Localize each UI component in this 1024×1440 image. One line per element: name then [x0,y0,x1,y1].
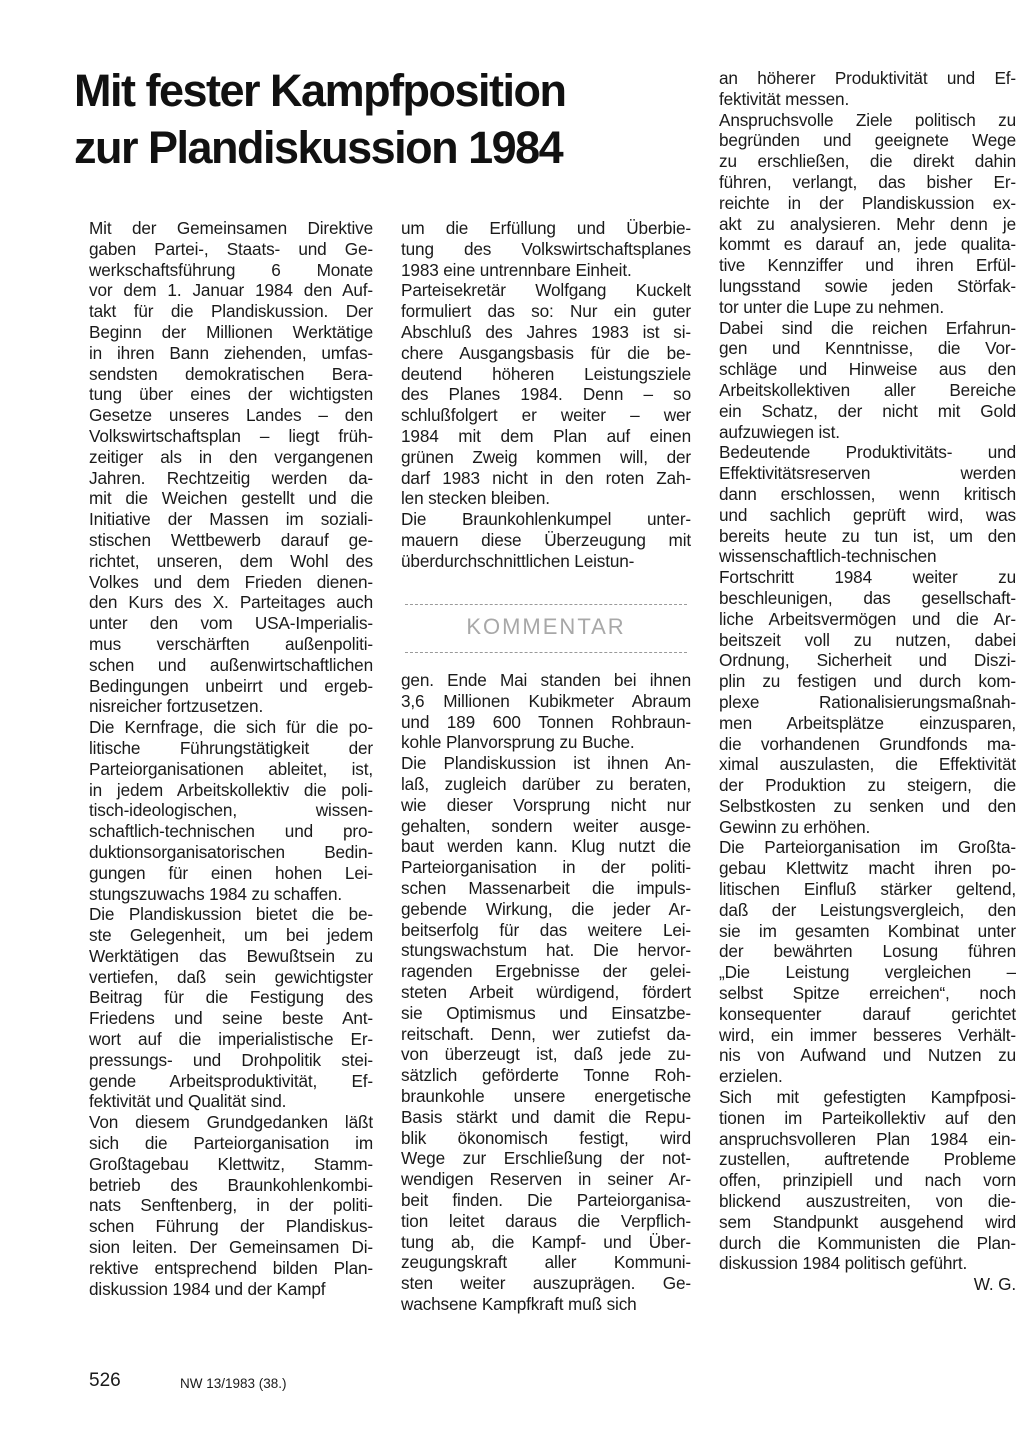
text-line: Die Plandiskussion ist ihnen An- [401,753,691,774]
text-line: braunkohle unsere energetische [401,1085,691,1106]
text-line: fektivität und Qualität sind. [89,1091,287,1112]
text-line: beschleunigen, das gesellschaft- [719,587,1016,608]
text-line: diskussion 1984 politisch geführt. [719,1253,968,1274]
text-line: offen, prinzipiell und nach vorn [719,1170,1016,1191]
text-line: tive Kennziffer und ihren Erfül- [719,255,1016,276]
text-line: „Die Leistung vergleichen – [719,962,1016,983]
text-line: len stecken bleiben. [401,488,550,509]
text-line: Volkswirtschaftsplan – liegt früh- [89,425,373,446]
text-line: zu erschließen, die direkt dahin [719,151,1016,172]
text-line: mit die Weichen gestellt und die [89,488,373,509]
text-line: erzielen. [719,1066,783,1087]
text-line: des Planes 1984. Denn – so [401,384,691,405]
text-line: durch die Kommunisten die Plan- [719,1232,1016,1253]
text-line: Parteisekretär Wolfgang Kuckelt [401,280,691,301]
text-line: schen Massenarbeit die impuls- [401,877,691,898]
text-line: Parteiorganisationen ableitet, ist, [89,758,373,779]
journal-reference: NW 13/1983 (38.) [180,1376,287,1391]
text-line: 3,6 Millionen Kubikmeter Abraum [401,690,691,711]
text-line: takt für die Plandiskussion. Der [89,301,373,322]
text-line: gen. Ende Mai standen bei ihnen [401,670,691,690]
text-line: schlußfolgert er weiter – wer [401,405,691,426]
text-line: Ordnung, Sicherheit und Diszi- [719,650,1016,671]
text-line: gungen für einen hohen Lei- [89,862,373,883]
text-line: nats Senftenberg, in der politi- [89,1195,373,1216]
text-line: pressungs- und Drohpolitik stei- [89,1049,373,1070]
text-line: konsequenter darauf gerichtet [719,1003,1016,1024]
text-line: laß, zugleich darüber zu beraten, [401,773,691,794]
text-line: Bedingungen unbeirrt und ergeb- [89,675,373,696]
text-line: schen und außenwirtschaftlichen [89,654,373,675]
text-line: duktionsorganisatorischen Bedin- [89,841,373,862]
text-line: betrieb des Braunkohlenkombi- [89,1174,373,1195]
text-line: sem Standpunkt ausgehend wird [719,1211,1016,1232]
text-line: Jahren. Rechtzeitig werden da- [89,467,373,488]
text-line: 1984 mit dem Plan auf einen [401,425,691,446]
text-line: tionen im Parteikollektiv auf den [719,1107,1016,1128]
text-line: aufzuwiegen ist. [719,421,840,442]
text-line: selbst Spitze erreichen“, noch [719,983,1016,1004]
text-line: den Kurs des X. Parteitages auch [89,592,373,613]
text-line: sion leiten. Der Gemeinsamen Di- [89,1237,373,1258]
text-line: reitschaft. Denn, wer zutiefst da- [401,1023,691,1044]
kommentar-section-label [401,598,691,660]
text-line: gen und Kenntnisse, die Vor- [719,338,1016,359]
text-line: überdurchschnittlichen Leistun- [401,550,635,571]
text-line: Die Braunkohlenkumpel unter- [401,509,691,530]
text-line: schaftlich-technischen und pro- [89,821,373,842]
text-line: daß der Leistungsvergleich, den [719,899,1016,920]
text-line: tung des Volkswirtschaftsplanes [401,238,691,259]
text-column-1 [89,218,373,1299]
text-line: kommt es darauf an, jede qualita- [719,234,1016,255]
text-line: wie dieser Vorsprung nicht nur [401,794,691,815]
text-line: Initiative der Massen im soziali- [89,509,373,530]
text-line: Effektivitätsreserven werden [719,463,1016,484]
text-line: diskussion 1984 und der Kampf [89,1278,326,1299]
text-line: Werktätigen das Bewußtsein zu [89,945,373,966]
text-line: beit finden. Die Parteiorganisa- [401,1189,691,1210]
text-line: Selbstkosten zu senken und den [719,795,1016,816]
text-line: Die Plandiskussion bietet die be- [89,904,373,925]
text-line: in jedem Arbeitskollektiv die poli- [89,779,373,800]
text-line: Anspruchsvolle Ziele politisch zu [719,109,1016,130]
text-line: anspruchsvolleren Plan 1984 ein- [719,1128,1016,1149]
text-line: nis von Aufwand und Nutzen zu [719,1045,1016,1066]
text-line: plexe Rationalisierungsmaßnah- [719,691,1016,712]
text-line: Dabei sind die reichen Erfahrun- [719,317,1016,338]
text-line: der bewährten Losung führen [719,941,1016,962]
text-line: zeitiger als in den vergangenen [89,446,373,467]
text-line: baut werden kann. Klug nutzt die [401,836,691,857]
text-line: Parteiorganisation in der politi- [401,857,691,878]
text-line: steten Arbeit würdigend, fördert [401,981,691,1002]
text-line: tung ab, die Kampf- und Über- [401,1231,691,1252]
text-line: Beginn der Millionen Werktätige [89,321,373,342]
text-line: gende Arbeitsproduktivität, Ef- [89,1070,373,1091]
text-line: Die Parteiorganisation im Großta- [719,837,1016,858]
kommentar-bottom-rule [405,652,687,653]
text-line: gaben Partei-, Staats- und Ge- [89,238,373,259]
text-line: beitserfolg für das weitere Lei- [401,919,691,940]
article-title-line-1: Mit fester Kampfposition [74,65,566,116]
text-line: blickend auszustreiten, von die- [719,1191,1016,1212]
text-line: sie Optimismus und Einsatzbe- [401,1002,691,1023]
kommentar-label: KOMMENTAR [466,614,626,639]
kommentar-top-rule [405,604,687,605]
text-line: litische Führungstätigkeit der [89,737,373,758]
text-line: Bedeutende Produktivitäts- und [719,442,1016,463]
text-line: dann erschlossen, wenn kritisch [719,483,1016,504]
text-line: Abschluß des Jahres 1983 ist si- [401,321,691,342]
text-line: schläge und Hinweise aus den [719,359,1016,380]
text-line: akt zu analysieren. Mehr denn je [719,213,1016,234]
text-line: Basis stärkt und damit die Repu- [401,1106,691,1127]
text-line: unter den vom USA-Imperialis- [89,613,373,634]
text-line: in ihren Bann ziehenden, umfas- [89,342,373,363]
text-column-2-bottom [401,670,691,1315]
text-line: blik ökonomisch festigt, wird [401,1127,691,1148]
text-line: die vorhandenen Grundfonds ma- [719,733,1016,754]
text-line: sendsten demokratischen Bera- [89,363,373,384]
text-column-2-top [401,218,691,572]
article-title [74,62,674,176]
text-line: beitszeit voll zu nutzen, dabei [719,629,1016,650]
text-line: fektivität messen. [719,88,850,109]
article-title-line-2: zur Plandiskussion 1984 [74,122,563,173]
text-line: Friedens und seine beste Ant- [89,1008,373,1029]
text-line: stungszuwachs 1984 zu schaffen. [89,883,343,904]
text-line: wendigen Reserven in seiner Ar- [401,1169,691,1190]
text-line: sich die Parteiorganisation im [89,1133,373,1154]
text-line: Volkes und dem Frieden dienen- [89,571,373,592]
text-line: vor dem 1. Januar 1984 den Auf- [89,280,373,301]
text-line: von überzeugt ist, daß jede zu- [401,1044,691,1065]
text-line: an höherer Produktivität und Ef- [719,68,1016,88]
text-line: richtet, unseren, dem Wohl des [89,550,373,571]
text-line: Von diesem Grundgedanken läßt [89,1112,373,1133]
text-line: formuliert das so: Nur ein guter [401,301,691,322]
text-line: und 189 600 Tonnen Rohbraun- [401,711,691,732]
text-line: zustellen, auftretende Probleme [719,1149,1016,1170]
text-line: Gewinn zu erhöhen. [719,816,871,837]
text-line: begründen und geeignete Wege [719,130,1016,151]
text-line: zeugungskraft aller Kommuni- [401,1252,691,1273]
text-line: gebende Wirkung, die jeder Ar- [401,898,691,919]
text-line: W. G. [973,1274,1016,1295]
text-line: sätzlich geförderte Tonne Roh- [401,1065,691,1086]
text-line: men Arbeitsplätze einzusparen, [719,712,1016,733]
text-line: ximal auszulasten, die Effektivität [719,754,1016,775]
text-line: wort auf die imperialistische Er- [89,1029,373,1050]
text-line: Die Kernfrage, die sich für die po- [89,717,373,738]
text-line: ste Gelegenheit, um bei jedem [89,925,373,946]
text-line: kohle Planvorsprung zu Buche. [401,732,635,753]
text-line: Großtagebau Klettwitz, Stamm- [89,1153,373,1174]
text-line: werkschaftsführung 6 Monate [89,259,373,280]
text-line: schen Führung der Plandiskus- [89,1216,373,1237]
text-line: sie im gesamten Kombinat unter [719,920,1016,941]
text-line: und sachlich geprüft wird, was [719,504,1016,525]
text-line: gehalten, sondern weiter ausge- [401,815,691,836]
text-line: wachsene Kampfkraft muß sich [401,1293,637,1314]
text-line: ragenden Ergebnisse der gelei- [401,961,691,982]
text-line: chere Ausgangsbasis für die be- [401,342,691,363]
text-line: liche Arbeitsvermögen und die Ar- [719,608,1016,629]
text-line: stungswachstum hat. Die hervor- [401,940,691,961]
text-line: tion leitet daraus die Verpflich- [401,1210,691,1231]
text-line: Mit der Gemeinsamen Direktive [89,218,373,238]
text-line: Sich mit gefestigten Kampfposi- [719,1087,1016,1108]
text-line: lungsstand sowie jeden Störfak- [719,275,1016,296]
text-line: vertiefen, daß sein gewichtigster [89,966,373,987]
text-line: grünen Zweig kommen will, der [401,446,691,467]
text-line: um die Erfüllung und Überbie- [401,218,691,238]
text-line: Gesetze unseres Landes – den [89,405,373,426]
text-line: mus verschärften außenpoliti- [89,633,373,654]
text-line: der Produktion zu steigern, die [719,775,1016,796]
text-line: reichte in der Plandiskussion ex- [719,192,1016,213]
text-line: Wege zur Erschließung der not- [401,1148,691,1169]
text-line: Beitrag für die Festigung des [89,987,373,1008]
text-line: nisreicher fortzusetzen. [89,696,264,717]
text-line: rektive entsprechend bilden Plan- [89,1257,373,1278]
text-line: plin zu festigen und durch kom- [719,671,1016,692]
text-line: stischen Wettbewerb darauf ge- [89,529,373,550]
page-number: 526 [89,1370,121,1391]
text-line: deutend höheren Leistungsziele [401,363,691,384]
text-line: Fortschritt 1984 weiter zu [719,567,1016,588]
text-line: mauern diese Überzeugung mit [401,529,691,550]
text-line: führen, verlangt, das bisher Er- [719,171,1016,192]
text-line: bereits heute zu tun ist, um den [719,525,1016,546]
text-line: 1983 eine untrennbare Einheit. [401,259,632,280]
text-line: ein Schatz, der nicht mit Gold [719,400,1016,421]
text-line: sten weiter auszuprägen. Ge- [401,1273,691,1294]
text-line: wissenschaftlich-technischen [719,546,937,567]
text-line: gebau Klettwitz macht ihren po- [719,858,1016,879]
text-line: darf 1983 nicht in den roten Zah- [401,467,691,488]
text-line: wird, ein immer besseres Verhält- [719,1024,1016,1045]
text-line: tor unter die Lupe zu nehmen. [719,296,944,317]
text-line: tung über eines der wichtigsten [89,384,373,405]
text-column-3 [719,68,1016,1295]
text-line: tisch-ideologischen, wissen- [89,800,373,821]
text-line: Arbeitskollektiven aller Bereiche [719,379,1016,400]
text-line: litischen Einfluß stärker geltend, [719,879,1016,900]
